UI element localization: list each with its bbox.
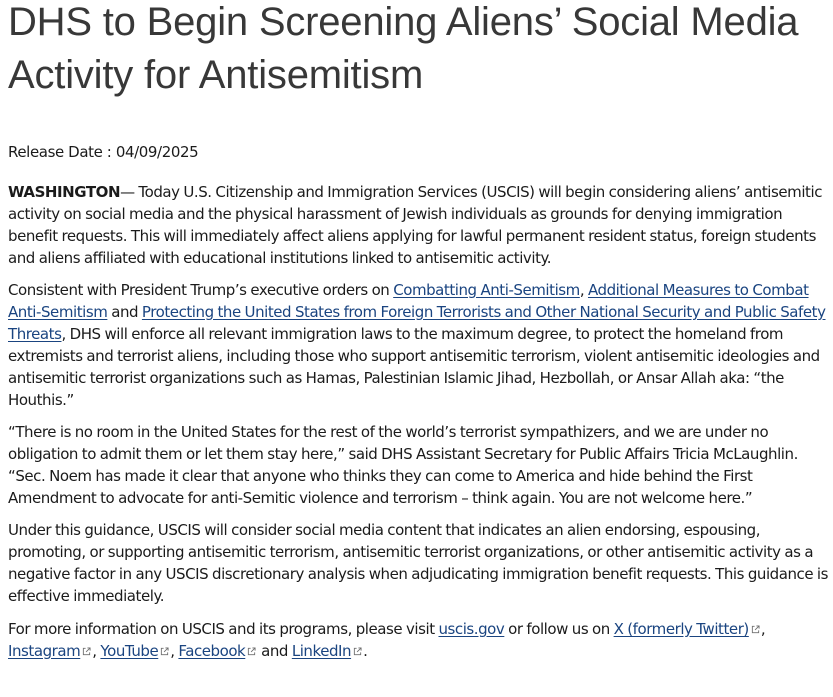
external-link-icon [160,647,169,656]
eo-text-3: and [107,303,142,321]
quote-text: “There is no room in the United States for the rest of the world’s terrorist sympathizers, and we are under no obligation to admit them or let them stay here,” said DHS Assistant Secretary for Public Affairs Tricia McLaughlin. “Sec. Noem has made it clear that anyone who thinks they can come to America and hide behind the First Amendment to advocate for anti-Semitic violence and terrorism – think again. You are not welcome here.” [8,423,798,507]
paragraph-guidance [8,519,829,607]
guidance-text: Under this guidance, USCIS will consider social media content that indicates an alien endorsing, espousing, promoting, or supporting antisemitic terrorism, antisemitic terrorist organizations, or other antisemitic activity as a negative factor in any USCIS discretionary analysis when adjudicating immigration benefit requests. This guidance is effective immediately. [8,521,829,605]
eo-text-1: Consistent with President Trump’s executive orders on [8,281,394,299]
release-date [8,142,829,162]
release-date-label: Release Date : [8,143,116,161]
more-info-text-5: , [170,642,179,660]
link-instagram[interactable]: Instagram [8,642,81,660]
link-facebook[interactable]: Facebook [178,642,246,660]
external-link-icon [353,647,362,656]
link-additional-measures[interactable]: Additional Measures to Combat Anti-Semitism [8,281,809,321]
more-info-text-2: or follow us on [504,620,614,638]
eo-text-4: , DHS will enforce all relevant immigration laws to the maximum degree, to protect the homeland from extremists and terrorist aliens, including those who support antisemitic terrorism, violent antisemitic ideologies and antisemitic terrorist organizations such as Hamas, Palestinian Islamic Jihad, Hezbollah, or Ansar Allah aka: “the Houthis.” [8,325,820,409]
link-youtube[interactable]: YouTube [100,642,159,660]
more-info-text-4: , [92,642,101,660]
paragraph-more-info [8,618,829,662]
external-link-icon [751,625,760,634]
more-info-text-1: For more information on USCIS and its programs, please visit [8,620,439,638]
external-link-icon [82,647,91,656]
more-info-text-6: and [257,642,292,660]
link-uscis-gov[interactable]: uscis.gov [438,620,505,638]
link-x-twitter[interactable]: X (formerly Twitter) [613,620,749,638]
more-info-text-7: . [363,642,368,660]
paragraph-quote [8,421,829,509]
link-linkedin[interactable]: LinkedIn [291,642,352,660]
intro-text: — Today U.S. Citizenship and Immigration Services (USCIS) will begin considering aliens’ antisemitic activity on social media and the physical harassment of Jewish individuals as grounds for denying immigration benefit requests. This will immediately affect aliens applying for lawful permanent resident status, foreign students and aliens affiliated with educational institutions linked to antisemitic activity. [8,183,822,267]
paragraph-executive-orders [8,279,829,411]
paragraph-intro [8,181,829,269]
release-date-value: 04/09/2025 [115,143,199,161]
dateline: WASHINGTON [8,183,121,201]
page-title: DHS to Begin Screening Aliens’ Social Media Activity for Antisemitism [8,0,799,97]
more-info-text-3: , [760,620,766,638]
external-link-icon [247,647,256,656]
eo-text-2: , [579,281,588,299]
link-protecting-united-states[interactable]: Protecting the United States from Foreign Terrorists and Other National Security and Public Safety Threats [8,303,826,343]
link-combatting-anti-semitism[interactable]: Combatting Anti-Semitism [393,281,580,299]
